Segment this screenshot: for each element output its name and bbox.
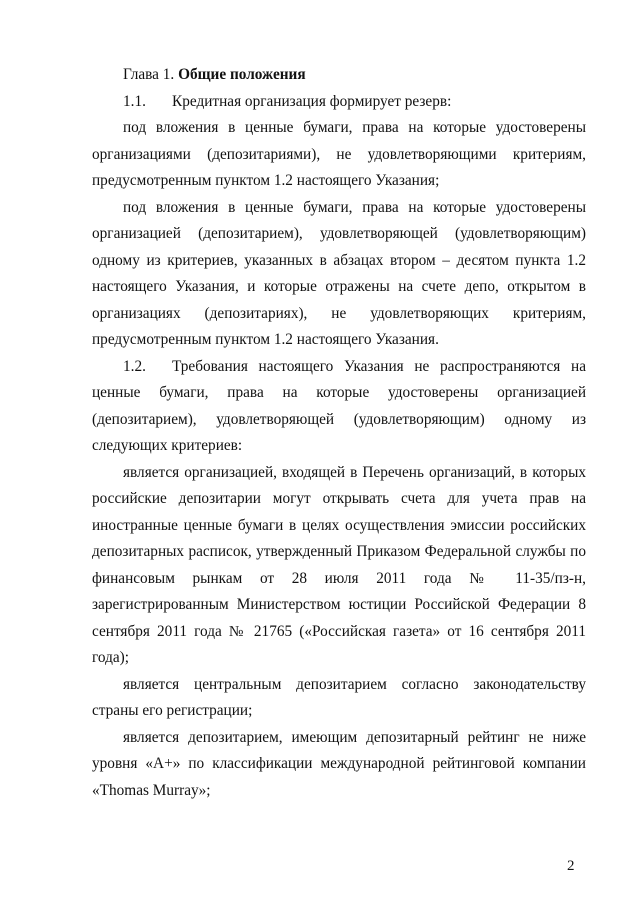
paragraph-number: 1.2.: [123, 357, 146, 375]
paragraph-text: под вложения в ценные бумаги, права на которые удостоверены организацией (депозитарием), удовлетворяющей (удовлетворяющим) одному из критериев, указанных в абзацах втором – десятом пункта 1.2 настоящего Указания, и которые отражены на счете депо, открытом в организациях (депозитариях), не удовлетворяющих критериям, предусмотренным пунктом 1.2 настоящего Указания.: [92, 198, 586, 348]
document-body: [92, 62, 586, 804]
chapter-title: Общие положения: [178, 66, 306, 83]
page-number: 2: [567, 858, 575, 874]
paragraph-number: 1.1.: [123, 92, 146, 110]
paragraph: [92, 195, 586, 354]
paragraph-list: [92, 89, 586, 805]
paragraph: [92, 354, 586, 460]
paragraph-text: является депозитарием, имеющим депозитарный рейтинг не ниже уровня «А+» по классификации международной рейтинговой компании «Thomas Murray»;: [92, 728, 586, 799]
paragraph: [92, 89, 586, 116]
paragraph: [92, 672, 586, 725]
paragraph-text: Требования настоящего Указания не распространяются на ценные бумаги, права на которые удостоверены организацией (депозитарием), удовлетворяющей (удовлетворяющим) одному из следующих критериев:: [92, 357, 586, 454]
paragraph: [92, 460, 586, 672]
paragraph: [92, 115, 586, 195]
paragraph-text: под вложения в ценные бумаги, права на которые удостоверены организациями (депозитариями), не удовлетворяющими критериям, предусмотренным пунктом 1.2 настоящего Указания;: [92, 119, 586, 189]
chapter-label: Глава 1.: [123, 66, 175, 83]
paragraph: [92, 725, 586, 805]
chapter-heading: [92, 62, 586, 89]
paragraph-text: Кредитная организация формирует резерв:: [172, 92, 452, 110]
paragraph-text: является организацией, входящей в Перечень организаций, в которых российские депозитарии могут открывать счета для учета прав на иностранные ценные бумаги в целях осуществления эмиссии российских депозитарных расписок, утвержденный Приказом Федеральной службы по финансовым рынкам от 28 июля 2011 года № 11-35/пз-н, зарегистрированным Министерством юстиции Российской Федерации 8 сентября 2011 года № 21765 («Российская газета» от 16 сентября 2011 года);: [92, 463, 586, 666]
paragraph-text: является центральным депозитарием согласно законодательству страны его регистрации;: [92, 675, 586, 719]
